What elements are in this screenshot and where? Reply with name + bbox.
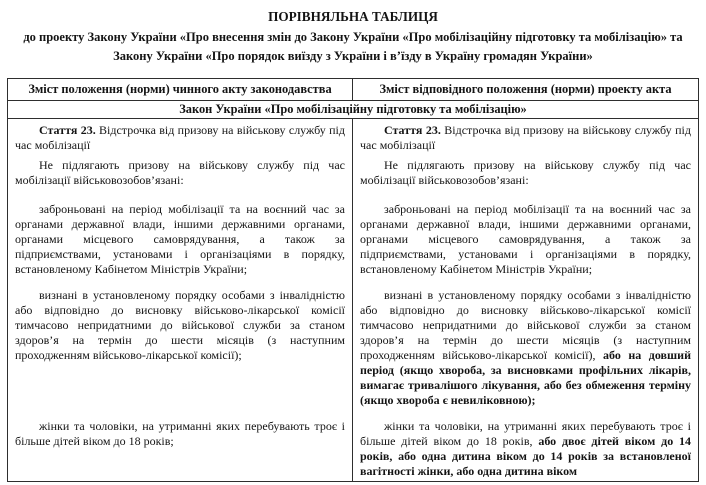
paragraph: визнані в установленому порядку особами з інвалідністю або відповідно до висновку військово-лікарської комісії тимчасово непридатними до військової служби за станом здоров’я на термін до шести місяців (з наступним проходженням військово-лікарської комісії);: [15, 288, 345, 362]
law-title-spanning-row: Закон України «Про мобілізаційну підготовку та мобілізацію»: [8, 101, 698, 119]
table-header-row: [8, 79, 698, 101]
table-row-reserved-persons: [8, 202, 698, 288]
document-title-block: [0, 0, 706, 66]
cell-left-children-dependents: [8, 419, 353, 481]
cell-left-reserved-persons: [8, 202, 353, 288]
cell-right-article-23-heading: [353, 119, 698, 158]
cell-right-reserved-persons: [353, 202, 698, 288]
document-title: ПОРІВНЯЛЬНА ТАБЛИЦЯ: [268, 9, 438, 24]
comparison-table: [7, 78, 699, 482]
table-row-children-dependents: [8, 419, 698, 481]
header-cell-current-act: Зміст положення (норми) чинного акту законодавства: [8, 79, 353, 100]
paragraph: Не підлягають призову на військову службу під час мобілізації військовозобов’язані:: [360, 158, 691, 187]
document-subtitle-line-2: Закону України «Про порядок виїзду з України і в’їзду в Україну громадян України»: [113, 49, 593, 63]
cell-right-disability-commission: [353, 288, 698, 419]
header-cell-draft-act: Зміст відповідного положення (норми) проекту акта: [379, 82, 672, 96]
paragraph: Стаття 23. Відстрочка від призову на військову службу під час мобілізації: [15, 123, 345, 152]
paragraph: Не підлягають призову на військову службу під час мобілізації військовозобов’язані:: [15, 158, 345, 187]
table-row-disability-commission: [8, 288, 698, 419]
cell-left-disability-commission: [8, 288, 353, 419]
cell-left-article-23-heading: [8, 119, 353, 158]
table-row-not-subject: [8, 158, 698, 202]
paragraph: жінки та чоловіки, на утриманні яких перебувають троє і більше дітей віком до 18 років;: [15, 419, 345, 448]
cell-left-not-subject: [8, 158, 353, 202]
paragraph: заброньовані на період мобілізації та на воєнний час за органами державної влади, іншими державними органами, органами місцевого самоврядування, а також за підприємствами, установами і організаціями в порядку, встановленому Кабінетом Міністрів України;: [15, 202, 345, 276]
paragraph: Стаття 23. Відстрочка від призову на військову службу під час мобілізації: [360, 123, 691, 152]
table-row-article-23-heading: [8, 119, 698, 158]
paragraph: заброньовані на період мобілізації та на воєнний час за органами державної влади, іншими державними органами, органами місцевого самоврядування, а також за підприємствами, установами і організаціями в порядку, встановленому Кабінетом Міністрів України;: [360, 202, 691, 276]
paragraph: визнані в установленому порядку особами з інвалідністю або відповідно до висновку військово-лікарської комісії тимчасово непридатними до військової служби за станом здоров’я на термін до шести місяців (з наступним проходженням військово-лікарської комісії), або на довший період (якщо хвороба, за висновками профільних лікарів, вимагає тривалішого лікування, або без обмеження терміну (якщо хвороба є невиліковною);: [360, 288, 691, 407]
cell-right-not-subject: [353, 158, 698, 202]
document-subtitle-line-1: до проекту Закону України «Про внесення змін до Закону України «Про мобілізаційну підготовку та мобілізацію» та: [23, 30, 683, 44]
paragraph: жінки та чоловіки, на утриманні яких перебувають троє і більше дітей віком до 18 років, або двоє дітей віком до 14 років, або одна дитина віком до 14 років за встановленої вагітності жінки, або одна дитина віком: [360, 419, 692, 478]
cell-right-children-dependents: [353, 419, 698, 481]
